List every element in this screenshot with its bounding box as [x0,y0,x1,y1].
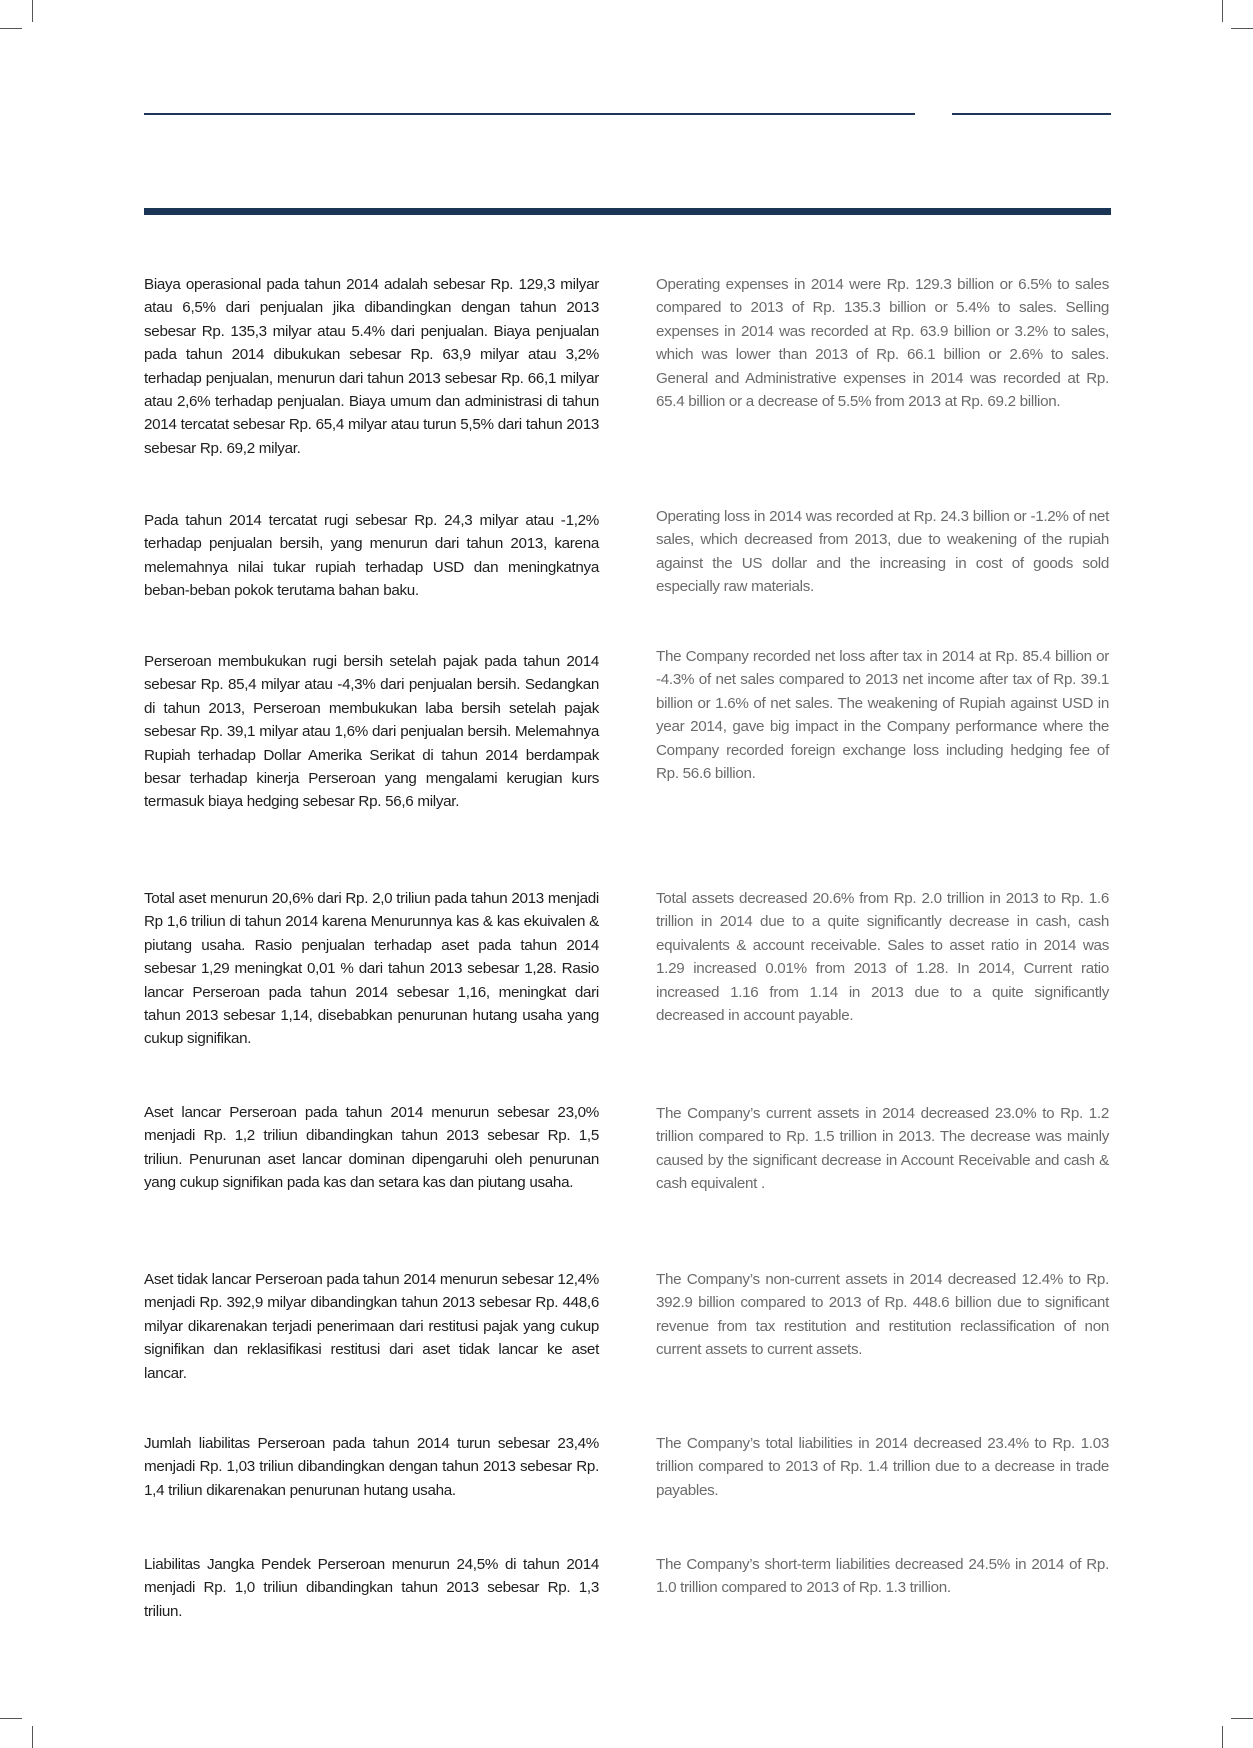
header-rule-left [144,113,915,115]
paragraph-en-net-loss: The Company recorded net loss after tax in 2014 at Rp. 85.4 billion or -4.3% of net sales compared to 2013 net income after tax of Rp. 39.1 billion or 1.6% of net sales. The weakening of Rupiah against USD in year 2014, gave big impact in the Company performance where the Company recorded foreign exchange loss including hedging fee of Rp. 56.6 billion. [656,648,1109,783]
crop-mark [0,1718,22,1719]
paragraph-en-operating-expenses: Operating expenses in 2014 were Rp. 129.3 billion or 6.5% to sales compared to 2013 of Rp. 135.3 billion or 5.4% to sales. Selling expenses in 2014 was recorded at Rp. 63.9 billion or 3.2% to sales, which was lower than 2013 of Rp. 66.1 billion or 2.6% to sales. General and Administrative expenses in 2014 was recorded at Rp. 65.4 billion or a decrease of 5.5% from 2013 at Rp. 69.2 billion. [656,276,1109,411]
crop-mark [32,1726,33,1748]
crop-mark [1222,0,1223,22]
paragraph-id-current-assets: Aset lancar Perseroan pada tahun 2014 menurun sebesar 23,0% menjadi Rp. 1,2 triliun dibandingkan tahun 2013 sebesar Rp. 1,5 triliun. Penurunan aset lancar dominan dipengaruhi oleh penurunan yang cukup signifikan pada kas dan setara kas dan piutang usaha. [144,1104,599,1192]
paragraph-id-short-term-liabilities: Liabilitas Jangka Pendek Perseroan menurun 24,5% di tahun 2014 menjadi Rp. 1,0 triliun dibandingkan tahun 2013 sebesar Rp. 1,3 triliun. [144,1556,599,1620]
paragraph-en-total-assets: Total assets decreased 20.6% from Rp. 2.0 trillion in 2013 to Rp. 1.6 trillion in 2014 due to a quite significantly decrease in cash, cash equivalents & account receivable. Sales to asset ratio in 2014 was 1.29 increased 0.01% from 2013 of 1.28. In 2014, Current ratio increased 1.16 from 1.14 in 2013 due to a quite significantly decreased in account payable. [656,890,1109,1025]
paragraph-id-net-loss: Perseroan membukukan rugi bersih setelah pajak pada tahun 2014 sebesar Rp. 85,4 milyar atau -4,3% dari penjualan bersih. Sedangkan di tahun 2013, Perseroan membukukan laba bersih setelah pajak sebesar Rp. 39,1 milyar atau 1,6% dari penjualan bersih. Melemahnya Rupiah terhadap Dollar Amerika Serikat di tahun 2014 berdampak besar terhadap kinerja Perseroan yang mengalami kerugian kurs termasuk biaya hedging sebesar Rp. 56,6 milyar. [144,653,599,811]
paragraph-en-total-liabilities: The Company’s total liabilities in 2014 decreased 23.4% to Rp. 1.03 trillion compared to 2013 of Rp. 1.4 trillion due to a decrease in trade payables. [656,1435,1109,1499]
paragraph-id-operating-expenses: Biaya operasional pada tahun 2014 adalah sebesar Rp. 129,3 milyar atau 6,5% dari penjualan jika dibandingkan dengan tahun 2013 sebesar Rp. 135,3 milyar atau 5.4% dari penjualan. Biaya penjualan pada tahun 2014 dibukukan sebesar Rp. 63,9 milyar atau 3,2% terhadap penjualan, menurun dari tahun 2013 sebesar Rp. 66,1 milyar atau 2,6% terhadap penjualan. Biaya umum dan administrasi di tahun 2014 tercatat sebesar Rp. 65,4 milyar atau turun 5,5% dari tahun 2013 sebesar Rp. 69,2 milyar. [144,276,599,457]
section-divider-bar [144,208,1111,215]
paragraph-en-non-current-assets: The Company’s non-current assets in 2014 decreased 12.4% to Rp. 392.9 billion compared to 2013 of Rp. 448.6 billion due to significant revenue from tax restitution and restitution reclassification of non current assets to current assets. [656,1271,1109,1359]
crop-mark [1222,1726,1223,1748]
paragraph-id-total-assets: Total aset menurun 20,6% dari Rp. 2,0 triliun pada tahun 2013 menjadi Rp 1,6 triliun di tahun 2014 karena Menurunnya kas & kas ekuivalen & piutang usaha. Rasio penjualan terhadap aset pada tahun 2014 sebesar 1,29 meningkat 0,01 % dari tahun 2013 sebesar 1,28. Rasio lancar Perseroan pada tahun 2014 sebesar 1,16, meningkat dari tahun 2013 sebesar 1,14, disebabkan penurunan hutang usaha yang cukup signifikan. [144,890,599,1048]
crop-mark [1231,1718,1253,1719]
paragraph-en-current-assets: The Company’s current assets in 2014 decreased 23.0% to Rp. 1.2 trillion compared to Rp. 1.5 trillion in 2013. The decrease was mainly caused by the significant decrease in Account Receivable and cash & cash equivalent . [656,1105,1109,1193]
paragraph-id-total-liabilities: Jumlah liabilitas Perseroan pada tahun 2014 turun sebesar 23,4% menjadi Rp. 1,03 triliun dibandingkan dengan tahun 2013 sebesar Rp. 1,4 triliun dikarenakan penurunan hutang usaha. [144,1435,599,1499]
paragraph-en-short-term-liabilities: The Company’s short-term liabilities decreased 24.5% in 2014 of Rp. 1.0 trillion compared to 2013 of Rp. 1.3 trillion. [656,1556,1109,1597]
crop-mark [1231,28,1253,29]
paragraph-en-operating-loss: Operating loss in 2014 was recorded at Rp. 24.3 billion or -1.2% of net sales, which decreased from 2013, due to weakening of the rupiah against the US dollar and the increasing in cost of goods sold especially raw materials. [656,508,1109,596]
paragraph-id-operating-loss: Pada tahun 2014 tercatat rugi sebesar Rp. 24,3 milyar atau -1,2% terhadap penjualan bersih, yang menurun dari tahun 2013, karena melemahnya nilai tukar rupiah terhadap USD dan meningkatnya beban-beban pokok terutama bahan baku. [144,512,599,600]
crop-mark [0,28,22,29]
paragraph-id-non-current-assets: Aset tidak lancar Perseroan pada tahun 2014 menurun sebesar 12,4% menjadi Rp. 392,9 milyar dibandingkan tahun 2013 sebesar Rp. 448,6 milyar dikarenakan terjadi penerimaan dari restitusi pajak yang cukup signifikan dan reklasifikasi restitusi dari aset tidak lancar ke aset lancar. [144,1271,599,1382]
crop-mark [32,0,33,22]
header-rule-right [952,113,1111,115]
